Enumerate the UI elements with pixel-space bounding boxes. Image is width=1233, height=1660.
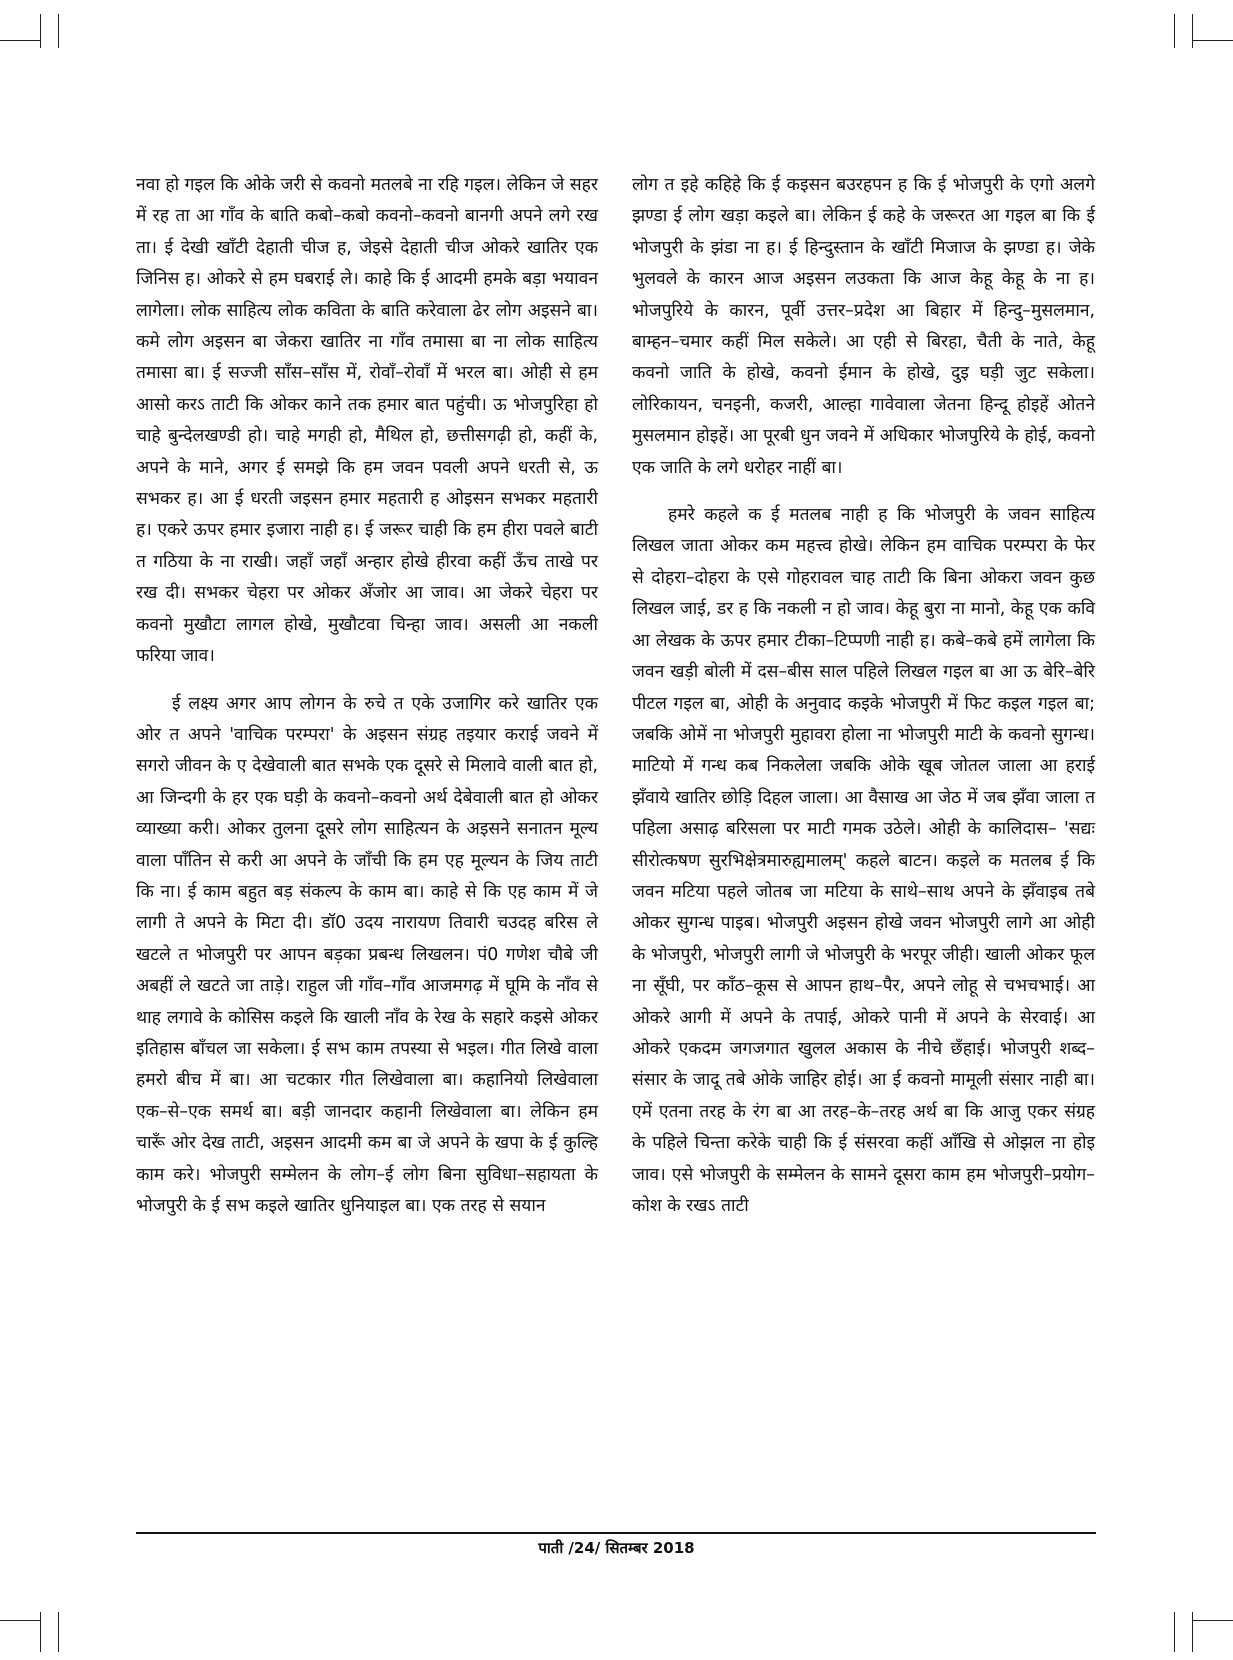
crop-mark xyxy=(0,1620,40,1621)
left-paragraph-1: नवा हो गइल कि ओके जरी से कवनो मतलबे ना रहि गइल। लेकिन जे सहर में रह ता आ गाँव के बाति कबो–कबो कवनो–कवनो बानगी अपने लगे रख ता। ई देखी खाँटी देहाती चीज ह, जेइसे देहाती चीज ओकरे खातिर एक जिनिस ह। ओकरे से हम घबराई ले। काहे कि ई आदमी हमके बड़ा भयावन लागेला। लोक साहित्य लोक कविता के बाति करेवाला ढेर लोग अइसने बा। कमे लोग अइसन बा जेकरा खातिर ना गाँव तमासा बा ना लोक साहित्य तमासा बा। ई सज्जी साँस–साँस में, रोवाँ–रोवाँ में भरल बा। ओही से हम आसो करऽ ताटी कि ओकर काने तक हमार बात पहुंची। ऊ भोजपुरिहा हो चाहे बुन्देलखण्डी हो। चाहे मगही हो, मैथिल हो, छत्तीसगढ़ी हो, कहीं के, अपने के माने, अगर ई समझे कि हम जवन पवली अपने धरती से, ऊ सभकर ह। आ ई धरती जइसन हमार महतारी ह ओइसन सभकर महतारी ह। एकरे ऊपर हमार इजारा नाही ह। ई जरूर चाही कि हम हीरा पवले बाटी त गठिया के ना राखी। जहाँ जहाँ अन्हार होखे हीरवा कहीं ऊँच ताखे पर रख दी। सभकर चेहरा पर ओकर अँजोर आ जाव। आ जेकरे चेहरा पर कवनो मुखौटा लागल होखे, मुखौटवा चिन्हा जाव। असली आ नकली फरिया जाव। xyxy=(136,175,598,667)
crop-mark xyxy=(1192,14,1193,48)
crop-mark xyxy=(1193,1620,1233,1621)
crop-mark xyxy=(1192,1612,1193,1652)
page-footer: पाती /24/ सितम्बर 2018 xyxy=(538,1539,695,1557)
crop-mark xyxy=(1174,14,1175,48)
crop-mark xyxy=(58,14,59,48)
left-column xyxy=(136,170,598,1238)
right-paragraph-2: हमरे कहले क ई मतलब नाही ह कि भोजपुरी के जवन साहित्य लिखल जाता ओकर कम महत्त्व होखे। लेकिन हम वाचिक परम्परा के फेर से दोहरा–दोहरा के एसे गोहरावल चाह ताटी कि बिना ओकरा जवन कुछ लिखल जाई, डर ह कि नकली न हो जाव। केहू बुरा ना मानो, केहू एक कवि आ लेखक के ऊपर हमार टीका–टिप्पणी नाही ह। कबे–कबे हमें लागेला कि जवन खड़ी बोली में दस–बीस साल पहिले लिखल गइल बा आ ऊ बेरि–बेरि पीटल गइल बा, ओही के अनुवाद कइके भोजपुरी में फिट कइल गइल बा; जबकि ओमें ना भोजपुरी मुहावरा होला ना भोजपुरी माटी के कवनो सुगन्ध। माटियो में गन्ध कब निकलेला जबकि ओके खूब जोतल जाला आ हराई झँवाये खातिर छोड़ि दिहल जाला। आ वैसाख आ जेठ में जब झँवा जाला त पहिला असाढ़ बरिसला पर माटी गमक उठेले। ओही के कालिदास– 'सद्यः सीरोत्कषण सुरभिक्षेत्रमारुह्यमालम्' कहले बाटन। कइले क मतलब ई कि जवन मटिया पहले जोतब जा मटिया के साथे–साथ अपने के झँवाइब तबे ओकर सुगन्ध पाइब। भोजपुरी अइसन होखे जवन भोजपुरी लागे आ ओही के भोजपुरी, भोजपुरी लागी जे भोजपुरी के भरपूर जीही। खाली ओकर फूल ना सूँघी, पर काँठ–कूस से आपन हाथ–पैर, अपने लोहू से चभचभाई। आ ओकरे आगी में अपने के तपाई, ओकरे पानी में अपने के सेरवाई। आ ओकरे एकदम जगजगात खुलल अकास के नीचे छँहाई। भोजपुरी शब्द–संसार के जादू तबे ओके जाहिर होई। आ ई कवनो मामूली संसार नाही बा। एमें एतना तरह के रंग बा आ तरह–के–तरह अर्थ बा कि आजु एकर संग्रह के पहिले चिन्ता करेके चाही कि ई संसरवा कहीं आँखि से ओझल ना होइ जाव। एसे भोजपुरी के सम्मेलन के सामने दूसरा काम हम भोजपुरी–प्रयोग–कोश के रखऽ ताटी xyxy=(632,505,1095,1216)
right-column xyxy=(632,170,1095,1238)
crop-mark xyxy=(1174,1612,1175,1652)
crop-mark xyxy=(58,1612,59,1652)
footer-rule xyxy=(136,1532,1096,1534)
crop-mark xyxy=(0,40,40,41)
crop-mark xyxy=(40,14,41,48)
crop-mark xyxy=(40,1612,41,1652)
left-paragraph-2: ई लक्ष्य अगर आप लोगन के रुचे त एके उजागिर करे खातिर एक ओर त अपने 'वाचिक परम्परा' के अइसन संग्रह तइयार कराई जवने में सगरो जीवन के ए देखेवाली बात सभके एक दूसरे से मिलावे वाली बात हो, आ जिन्दगी के हर एक घड़ी के कवनो–कवनो अर्थ देबेवाली बात हो ओकर व्याख्या करी। ओकर तुलना दूसरे लोग साहित्यन के अइसने सनातन मूल्य वाला पाँतिन से करी आ अपने के जाँची कि हम एह मूल्यन के जिय ताटी कि ना। ई काम बहुत बड़ संकल्प के काम बा। काहे से कि एह काम में जे लागी ते अपने के मिटा दी। डॉ0 उदय नारायण तिवारी चउदह बरिस ले खटले त भोजपुरी पर आपन बड़का प्रबन्ध लिखलन। पं0 गणेश चौबे जी अबहीं ले खटते जा ताड़े। राहुल जी गाँव–गाँव आजमगढ़ में घूमि के नाँव से थाह लगावे के कोसिस कइले कि खाली नाँव के रेख के सहारे कइसे ओकर इतिहास बाँचल जा सकेला। ई सभ काम तपस्या से भइल। गीत लिखे वाला हमरो बीच में बा। आ चटकार गीत लिखेवाला बा। कहानियो लिखेवाला एक–से–एक समर्थ बा। बड़ी जानदार कहानी लिखेवाला बा। लेकिन हम चारूँ ओर देख ताटी, अइसन आदमी कम बा जे अपने के खपा के ई कुल्हि काम करे। भोजपुरी सम्मेलन के लोग–ई लोग बिना सुविधा–सहायता के भोजपुरी के ई सभ कइले खातिर धुनियाइल बा। एक तरह से सयान xyxy=(136,693,598,1216)
right-paragraph-1: लोग त इहे कहिहे कि ई कइसन बउरहपन ह कि ई भोजपुरी के एगो अलगे झण्डा ई लोग खड़ा कइले बा। लेकिन ई कहे के जरूरत आ गइल बा कि ई भोजपुरी के झंडा ना ह। ई हिन्दुस्तान के खाँटी मिजाज के झण्डा ह। जेके भुलवले के कारन आज अइसन लउकता कि आज केहू केहू के ना ह। भोजपुरिये के कारन, पूर्वी उत्तर–प्रदेश आ बिहार में हिन्दु–मुसलमान, बाम्हन–चमार कहीं मिल सकेले। आ एही से बिरहा, चैती के नाते, केहू कवनो जाति के होखे, कवनो ईमान के होखे, दुइ घड़ी जुट सकेला। लोरिकायन, चनइनी, कजरी, आल्हा गावेवाला जेतना हिन्दू होइहें ओतने मुसलमान होइहें। आ पूरबी धुन जवने में अधिकार भोजपुरिये के होई, कवनो एक जाति के लगे धरोहर नाहीं बा। xyxy=(632,175,1095,478)
crop-mark xyxy=(1193,40,1233,41)
